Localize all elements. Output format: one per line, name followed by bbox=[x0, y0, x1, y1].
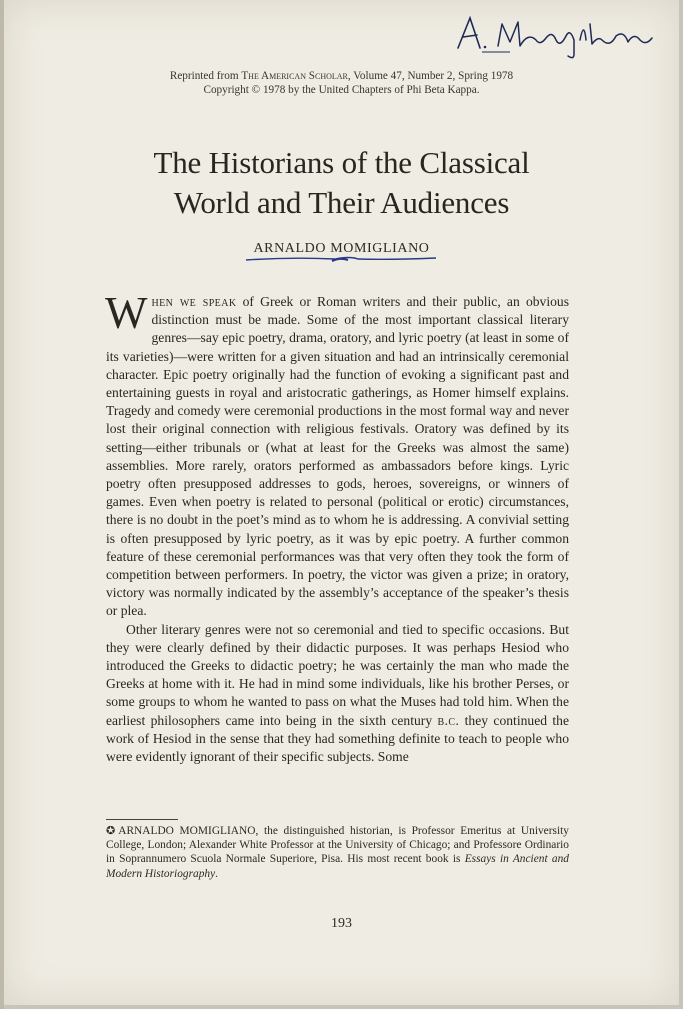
article-title bbox=[0, 143, 683, 223]
paragraph-2-text-b: they continued the work of Hesiod in the sense that they had something definite to teach to people who were evidently ignorant of their specific subjects. Some bbox=[106, 712, 570, 765]
drop-cap: W bbox=[105, 288, 148, 338]
reprint-issue: , Volume 47, Number 2, Spring 1978 bbox=[347, 70, 514, 82]
article-body bbox=[105, 288, 570, 766]
journal-name: The American Scholar bbox=[241, 70, 348, 82]
paragraph-1 bbox=[105, 288, 569, 621]
reprint-prefix: Reprinted from bbox=[169, 70, 242, 82]
paragraph-1-text: of Greek or Roman writers and their public, an obvious distinction must be made. Some of the most important classical literary genres—say epic poetry, drama, oratory, and lyric poetry (at least in some of its varieties)—were written for a given situation and had an intrinsically ceremonial character. Epic poetry originally had the function of evoking a significant past and entertaining guests in royal and aristocratic gatherings, as Homer himself explains. Tragedy and comedy were ceremonial productions in the most formal way and never lost their original connection with religious festivals. Oratory was defined by its setting—either tribunals or (what at least for the Greeks was almost the same) assemblies. More rarely, orators performed as ambassadors before kings. Lyric poetry often presupposed addresses to gods, heroes, sovereigns, or winners of games. Even when poetry is related to personal (political or erotic) circumstances, there is no doubt in the poet’s mind as to whom he is addressing. A convivial setting is often presupposed by lyric poetry, as it was by epic poetry. A further common feature of these ceremonial performances was that very often they took the form of competition between performers. In poetry, the victor was given a prize; in oratory, victory was normally indicated by the assembly’s acceptance of the speaker’s thesis or plea. bbox=[106, 294, 569, 619]
footnote-rule bbox=[106, 819, 178, 820]
opening-small-caps: hen we speak bbox=[151, 294, 237, 309]
era-abbreviation: b.c. bbox=[437, 712, 460, 728]
handwritten-signature bbox=[440, 10, 670, 60]
author-name: ARNALDO MOMIGLIANO bbox=[253, 241, 430, 256]
ink-underline bbox=[240, 252, 440, 266]
footnote bbox=[106, 824, 569, 881]
reprint-notice bbox=[0, 70, 683, 97]
footnote-text: ARNALDO MOMIGLIANO, the distinguished historian, is Professor Emeritus at University College, London; Alexander White Professor at the University of Chicago; and Professore Ordinario in Soprannumero Scuola Normale Superiore, Pisa. His most recent book is bbox=[106, 825, 569, 866]
paragraph-2 bbox=[106, 621, 569, 767]
reprint-line-1 bbox=[0, 70, 683, 84]
paragraph-2-text-a: Other literary genres were not so ceremonial and tied to specific occasions. But they were clearly defined by their didactic purposes. It was perhaps Hesiod who introduced the Greeks to didactic poetry; he was certainly the man who made the Greeks at home with it. He had in mind some individuals, like his brother Perses, or some groups to whom he wanted to pass on what the Muses had told him. When the earliest philosophers came into being in the sixth century bbox=[106, 621, 569, 728]
footnote-mark-icon: ✪ bbox=[106, 825, 116, 837]
footnote-end: . bbox=[215, 867, 219, 880]
copyright-line: Copyright © 1978 by the United Chapters of Phi Beta Kappa. bbox=[203, 83, 480, 96]
title-line-2: World and Their Audiences bbox=[173, 185, 510, 220]
footnote-book-title: Essays in Ancient and Modern Historiography bbox=[106, 853, 569, 880]
title-line-1: The Historians of the Classical bbox=[153, 145, 530, 180]
page-number: 193 bbox=[331, 916, 352, 931]
